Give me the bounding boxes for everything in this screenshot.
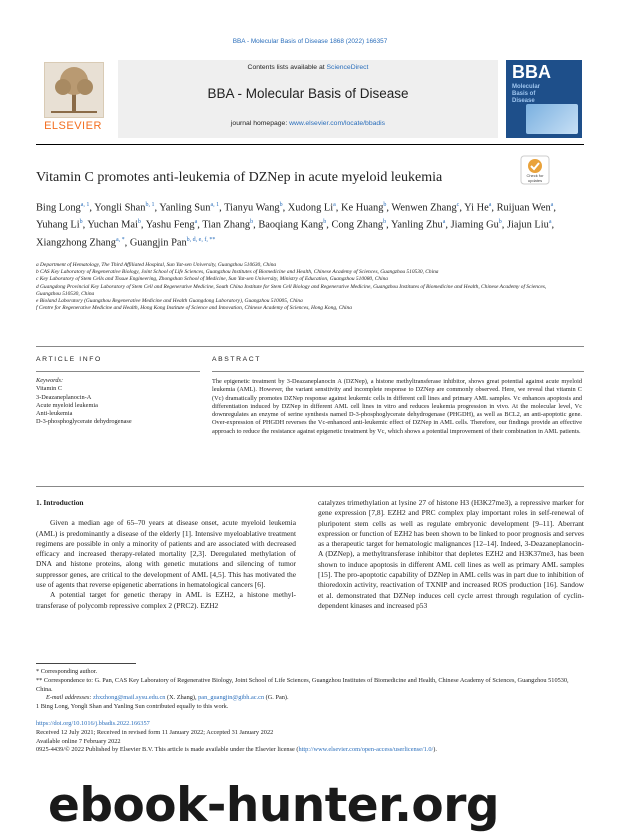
tree-logo-icon xyxy=(44,62,104,118)
article-title: Vitamin C promotes anti-leukemia of DZNep in acute myeloid leukemia xyxy=(36,170,443,185)
homepage-prefix: journal homepage: xyxy=(230,120,290,127)
section-divider xyxy=(36,346,584,347)
abstract-heading: ABSTRACT xyxy=(212,356,262,363)
author-name[interactable]: Tian Zhang xyxy=(202,219,251,231)
author-name[interactable]: Cong Zhang xyxy=(331,219,384,231)
keyword-item: 3-Deazaneplanocin-A xyxy=(36,393,92,401)
author-affiliation-marker[interactable]: b xyxy=(137,219,141,226)
author-name[interactable]: Yongli Shan xyxy=(94,202,146,214)
author-name[interactable]: Yi He xyxy=(464,202,489,214)
license-line xyxy=(36,746,584,755)
author-name[interactable]: Ruijuan Wen xyxy=(496,202,551,214)
affiliation-item: e Bioland Laboratory (Guangzhou Regenerative Medicine and Health Guangdong Laboratory), Guangzhou 510005, China xyxy=(36,298,303,305)
author-affiliation-marker[interactable]: a xyxy=(550,202,554,208)
cover-title: BBA xyxy=(512,62,551,82)
author-affiliation-marker[interactable]: a, * xyxy=(115,236,125,243)
journal-cover-image[interactable] xyxy=(506,60,582,138)
author-name[interactable]: Xudong Li xyxy=(287,202,334,214)
email-owner-zhang: (X. Zhang), xyxy=(165,694,199,702)
keyword-item: Acute myeloid leukemia xyxy=(36,401,98,409)
body-column-right xyxy=(318,498,584,611)
body-column-left xyxy=(36,498,296,611)
affiliation-item: f Centre for Regenerative Medicine and Health, Hong Kong Institute of Science and Innovation, Chinese Academy of Sciences, Hong Kong, China xyxy=(36,305,352,312)
affiliation-list xyxy=(36,262,556,312)
author-name[interactable]: Bing Long xyxy=(36,202,81,214)
author-name[interactable]: Tianyu Wang xyxy=(224,202,280,214)
received-dates: Received 12 July 2021; Received in revised form 11 January 2022; Accepted 31 January 2022 xyxy=(36,728,274,736)
journal-info-box xyxy=(118,60,498,138)
journal-name: BBA - Molecular Basis of Disease xyxy=(207,86,409,101)
homepage-line xyxy=(118,120,498,127)
author-affiliation-marker[interactable]: a xyxy=(548,219,552,226)
keywords-block xyxy=(36,377,200,427)
homepage-link[interactable]: www.elsevier.com/locate/bbadis xyxy=(289,120,386,127)
sciencedirect-link[interactable]: ScienceDirect xyxy=(326,64,369,71)
footnote-equal-contribution: 1 Bing Long, Yongli Shan and Yanling Sun contributed equally to this work. xyxy=(36,703,229,711)
contents-prefix: Contents lists available at xyxy=(247,64,327,71)
license-suffix: ). xyxy=(433,746,437,754)
keyword-list xyxy=(36,385,200,426)
author-affiliation-marker[interactable]: b, 1 xyxy=(145,202,155,208)
email-label: E-mail addresses: xyxy=(46,694,93,702)
affiliation-item: b CAS Key Laboratory of Regenerative Biology, Joint School of Life Sciences, Guangzhou Institutes of Biomedicine and Health, Chinese Academy of Sciences, Guangzhou 510530, China xyxy=(36,269,439,276)
elsevier-logo[interactable] xyxy=(36,62,110,138)
cover-subtitle xyxy=(512,84,540,105)
author-name[interactable]: Xiangzhong Zhang xyxy=(36,237,116,249)
author-name[interactable]: Baoqiang Kang xyxy=(258,219,324,231)
footnote-correspondence: ** Correspondence to: G. Pan, CAS Key Laboratory of Regenerative Biology, Joint School of Life Sciences, Guangzhou Institutes of Biomedicine and Health, Chinese Academy of Sciences, Guangzhou 510530, China. xyxy=(36,676,569,693)
check-badge-line-2: updates xyxy=(527,177,543,183)
cover-subtitle-line-1: Molecular xyxy=(512,84,541,90)
email-link-pan[interactable]: pan_guangjin@gibh.ac.cn xyxy=(198,694,265,702)
author-affiliation-marker[interactable]: a xyxy=(488,202,492,208)
affiliation-item: d Guangdong Provincial Key Laboratory of Stem Cell and Regenerative Medicine, South China Institute for Stem Cell Biology and Regenerative Medicine, Guangzhou Institutes of Biomedicine and Health, Chinese Academy of Sciences, Guangzhou 510530, China xyxy=(36,283,547,297)
cover-art xyxy=(526,104,578,134)
author-name[interactable]: Ke Huang xyxy=(340,202,384,214)
abstract-end-divider xyxy=(36,486,584,487)
keyword-item: D-3-phosphoglycerate dehydrogenase xyxy=(36,418,132,426)
body-paragraph: catalyzes trimethylation at lysine 27 of histone H3 (H3K27me3), a repressive marker for gene expression [7,8]. EZH2 and PRC complex play important roles in self-renewal of pluripotent stem cells as well as regulate embryonic development [9–11]. Aberrant expression or function of EZH2 has been shown to be linked to poor prognosis and serves as a therapeutic target for hematologic malignances [12–14]. Indeed, 3-Deazaneplanocin-A (DZNep), a methyltransferase inhibitor that depletes EZH2 and H3K37me3, has been shown to induce apoptosis in different AML cell lines as well as primary AML samples [15]. The pro-apoptotic capability of DZNep in AML cells was in part due to inhibition of thioredoxin activity, reactivation of TXNIP and increased ROS production [16]. Sandow et al. demonstrated that DZNep induces cell cycle arrest through regulation of cyclin-dependent kinases and increased p53 xyxy=(318,498,584,610)
author-list: Bing Long$^{a, 1}$, Yongli Shan$^{b, 1}$, Yanling Sun$^{a, 1}$, Tianyu Wang$^b$, Xudong Li$^a$, Ke Huang$^b$, Wenwen Zhang$^c$, Yi He$^a$, Ruijuan Wen$^a$, Yuhang Li$^b$, Yuchan Mai$^b$, Yashu Feng$^a$, Tian Zhang$^b$, Baoqiang Kang$^b$, Cong Zhang$^b$, Yanling Zhu$^a$, Jiaming Gu$^b$, Jiajun Liu$^a$, Xiangzhong Zhang$^{a, *}$, Guangjin Pan$^{b, d, e, f, **}$ xyxy=(36,202,556,249)
affiliation-item: c Key Laboratory of Stem Cells and Tissue Engineering, Zhongshan School of Medicine, Sun Yat-sen University, Ministry of Education, Guangzhou 510080, China xyxy=(36,276,388,283)
article-info-heading: ARTICLE INFO xyxy=(36,356,102,363)
author-affiliation-marker[interactable]: b xyxy=(323,219,327,226)
author-affiliation-marker[interactable]: a, 1 xyxy=(80,202,90,208)
watermark-text: ebook-hunter.org xyxy=(48,778,500,833)
article-history xyxy=(36,720,584,755)
journal-masthead xyxy=(36,60,584,140)
cover-subtitle-line-3: Disease xyxy=(512,98,535,104)
author-affiliation-marker[interactable]: b xyxy=(250,219,254,226)
author-affiliation-marker[interactable]: b xyxy=(498,219,502,226)
journal-citation[interactable]: BBA - Molecular Basis of Disease 1868 (2022) 166357 xyxy=(232,38,388,45)
keywords-label: Keywords: xyxy=(36,377,64,384)
author-affiliation-marker[interactable]: b xyxy=(279,202,283,208)
body-paragraph: A potential target for genetic therapy in AML is EZH2, a histone methyl-transferase of polycomb repressive complex 2 (PRC2). EZH2 xyxy=(36,590,296,610)
author-affiliation-marker[interactable]: c xyxy=(456,202,460,208)
license-prefix: 0925-4439/© 2022 Published by Elsevier B.V. This article is made available under the Elsevier license ( xyxy=(36,746,299,754)
author-name[interactable]: Yashu Feng xyxy=(145,219,195,231)
available-online: Available online 7 February 2022 xyxy=(36,737,121,745)
author-name[interactable]: Yanling Zhu xyxy=(390,219,443,231)
author-name[interactable]: Jiaming Gu xyxy=(450,219,499,231)
article-info-divider xyxy=(36,371,200,372)
email-owner-pan: (G. Pan). xyxy=(264,694,289,702)
keyword-item: Anti-leukemia xyxy=(36,410,73,418)
check-badge-text xyxy=(520,174,550,183)
affiliation-item: a Department of Hematology, The Third Affiliated Hospital, Sun Yat-sen University, Guangzhou 510630, China xyxy=(36,262,277,268)
author-affiliation-marker[interactable]: a, 1 xyxy=(210,202,220,208)
license-link[interactable]: http://www.elsevier.com/open-access/userlicense/1.0/ xyxy=(298,746,434,754)
author-affiliation-marker[interactable]: a xyxy=(333,202,336,208)
author-affiliation-marker[interactable]: a xyxy=(442,219,446,226)
section-heading-introduction: 1. Introduction xyxy=(36,498,84,507)
author-name[interactable]: Guangjin Pan xyxy=(129,237,187,249)
check-for-updates-badge[interactable] xyxy=(520,155,550,185)
author-name[interactable]: Jiajun Liu xyxy=(507,219,549,231)
author-affiliation-marker[interactable]: b xyxy=(383,202,387,208)
abstract-divider xyxy=(212,371,584,372)
cover-subtitle-line-2: Basis of xyxy=(512,91,536,97)
author-affiliation-marker[interactable]: b xyxy=(383,219,387,226)
header-divider xyxy=(36,144,584,145)
email-link-zhang[interactable]: zhxzhong@mail.sysu.edu.cn xyxy=(93,694,166,702)
author-name[interactable]: Yuchan Mai xyxy=(87,219,138,231)
author-name[interactable]: Yuhang Li xyxy=(36,219,80,231)
author-affiliation-marker[interactable]: b xyxy=(79,219,83,226)
author-affiliation-marker[interactable]: a xyxy=(194,219,198,226)
author-affiliation-marker[interactable]: b, d, e, f, ** xyxy=(186,236,216,243)
doi-link[interactable]: https://doi.org/10.1016/j.bbadis.2022.166357 xyxy=(36,720,150,727)
publisher-name: ELSEVIER xyxy=(44,120,102,132)
footnote-corresponding: * Corresponding author. xyxy=(36,668,98,675)
footnote-emails xyxy=(36,694,584,703)
abstract-text: The epigenetic treatment by 3-Deazaneplanocin A (DZNep), a histone methyltransferase inhibitor, shows great potential against acute myeloid leukemia (AML). However, the variant sensitivity and incomplete response to DZNep are commonly observed. Here, we reveal that vitamin C (Vc) dramatically promotes DZNep response against leukemic cells in different cell lines and primary AML samples. Vc enhances apoptosis and differentiation induced by DZNep in different AML cell lines in vitro and reduces leukemia progression in vivo. At the molecular level, Vc downregulates an enzyme of serine synthesis named D-3-phosphoglycerate dehydrogenase (PHGDH), as well as BCL2, an anti-apoptotic gene. Over-expression of PHGDH reverses the Vc-enhanced anti-leukemic effect of DZNep in AML cells. Therefore, our findings provide an effective approach to reduce the resistance against epigenetic treatment by Vc, which shows a potential improvement of their combination in AML patients. xyxy=(212,378,582,435)
keyword-item: Vitamin C xyxy=(36,385,63,393)
author-name[interactable]: Wenwen Zhang xyxy=(391,202,457,214)
check-badge-line-1: Check for xyxy=(526,173,544,178)
footnotes xyxy=(36,668,584,712)
footnote-divider xyxy=(36,663,136,664)
author-name[interactable]: Yanling Sun xyxy=(159,202,211,214)
body-paragraph: Given a median age of 65–70 years at disease onset, acute myeloid leukemia (AML) is predominantly a disease of the elderly [1]. Intensive myeloablative treatment regimens are possible in only a minority of patients and are associated with decreased efficacy and increased therapy-related mortality [2,3]. Deregulated methylation of DNA and histone proteins, along with genetic mutations and silencing of tumor suppressor genes, are critical to the development of AML [4,5]. This has motivated the use of agents that reverse epigenetic aberrations in hematological cancers [6]. xyxy=(36,518,296,590)
contents-line xyxy=(118,64,498,71)
